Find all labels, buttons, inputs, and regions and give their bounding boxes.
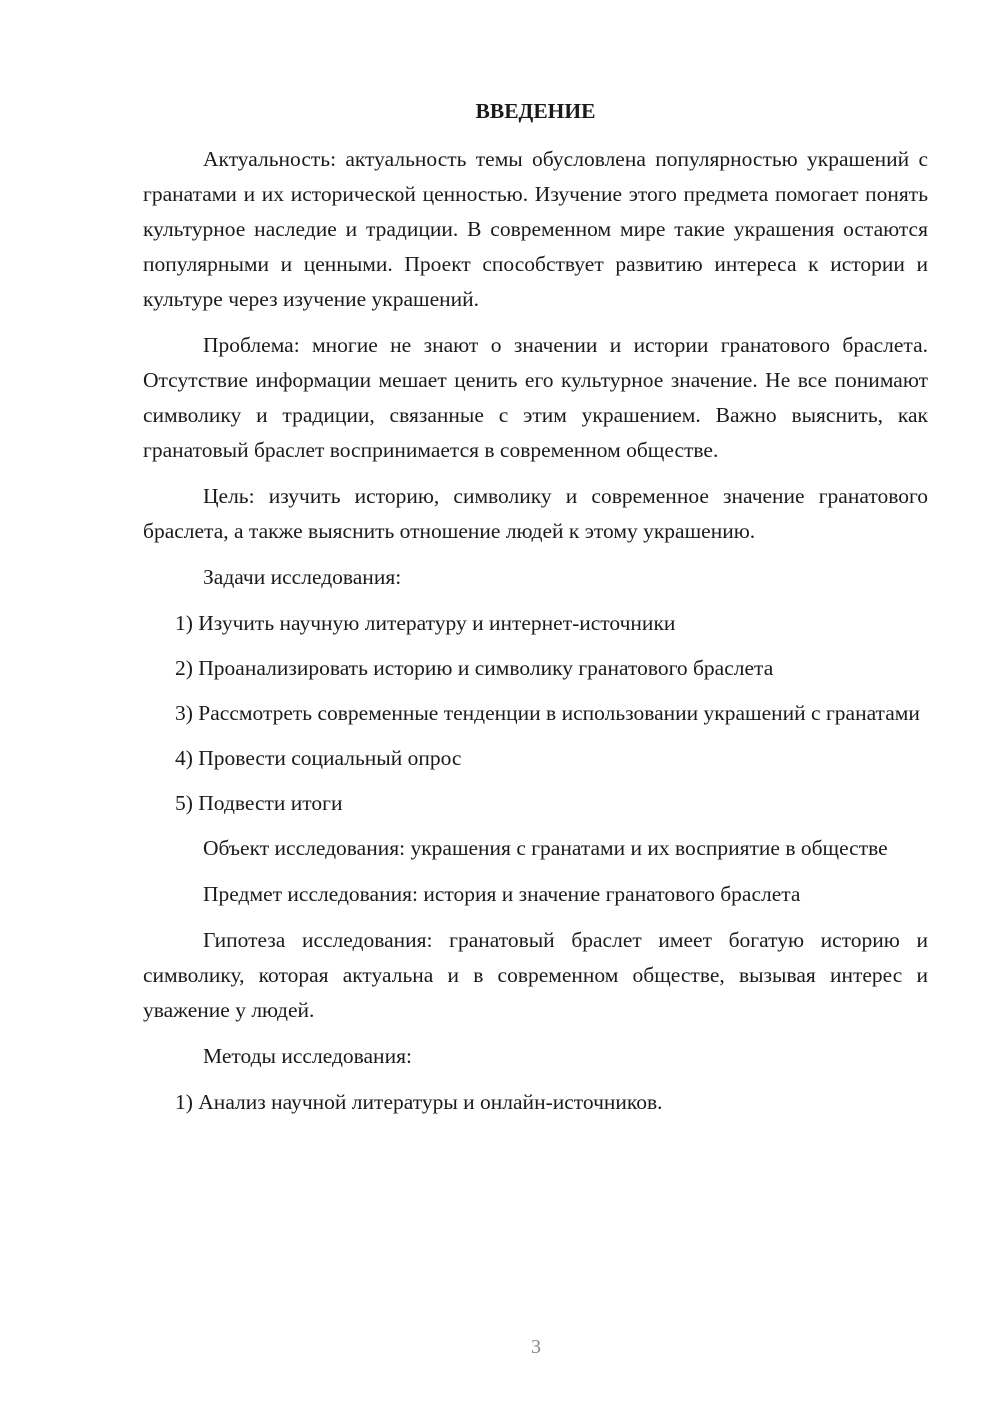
- methods-heading: Методы исследования:: [203, 1044, 412, 1068]
- relevance-paragraph: Актуальность: актуальность темы обусловлена популярностью украшений с гранатами и их исторической ценностью. Изучение этого предмета помогает понять культурное наследие и традиции. В современном мире такие украшения остаются популярными и ценными. Проект способствует развитию интереса к истории и культуре через изучение украшений.: [143, 147, 928, 311]
- problem-paragraph: Проблема: многие не знают о значении и истории гранатового браслета. Отсутствие информации мешает ценить его культурное значение. Не все понимают символику и традиции, связанные с этим украшением. Важно выяснить, как гранатовый браслет воспринимается в современном обществе.: [143, 333, 928, 462]
- task-item: 4) Провести социальный опрос: [175, 746, 462, 770]
- task-item: 3) Рассмотреть современные тенденции в использовании украшений с гранатами: [175, 701, 920, 725]
- method-item: 1) Анализ научной литературы и онлайн-источников.: [175, 1090, 663, 1114]
- task-item: 2) Проанализировать историю и символику гранатового браслета: [175, 656, 774, 680]
- page-number: 3: [531, 1336, 541, 1358]
- object-paragraph: Объект исследования: украшения с гранатами и их восприятие в обществе: [203, 836, 888, 860]
- goal-paragraph: Цель: изучить историю, символику и современное значение гранатового браслета, а также выяснить отношение людей к этому украшению.: [143, 484, 928, 543]
- subject-paragraph: Предмет исследования: история и значение гранатового браслета: [203, 882, 801, 906]
- task-item: 5) Подвести итоги: [175, 791, 343, 815]
- tasks-heading: Задачи исследования:: [203, 565, 402, 589]
- section-heading: ВВЕДЕНИЕ: [475, 99, 596, 123]
- task-item: 1) Изучить научную литературу и интернет-источники: [175, 611, 676, 635]
- hypothesis-paragraph: Гипотеза исследования: гранатовый браслет имеет богатую историю и символику, которая актуальна и в современном обществе, вызывая интерес и уважение у людей.: [143, 928, 928, 1022]
- document-page: [143, 96, 928, 1130]
